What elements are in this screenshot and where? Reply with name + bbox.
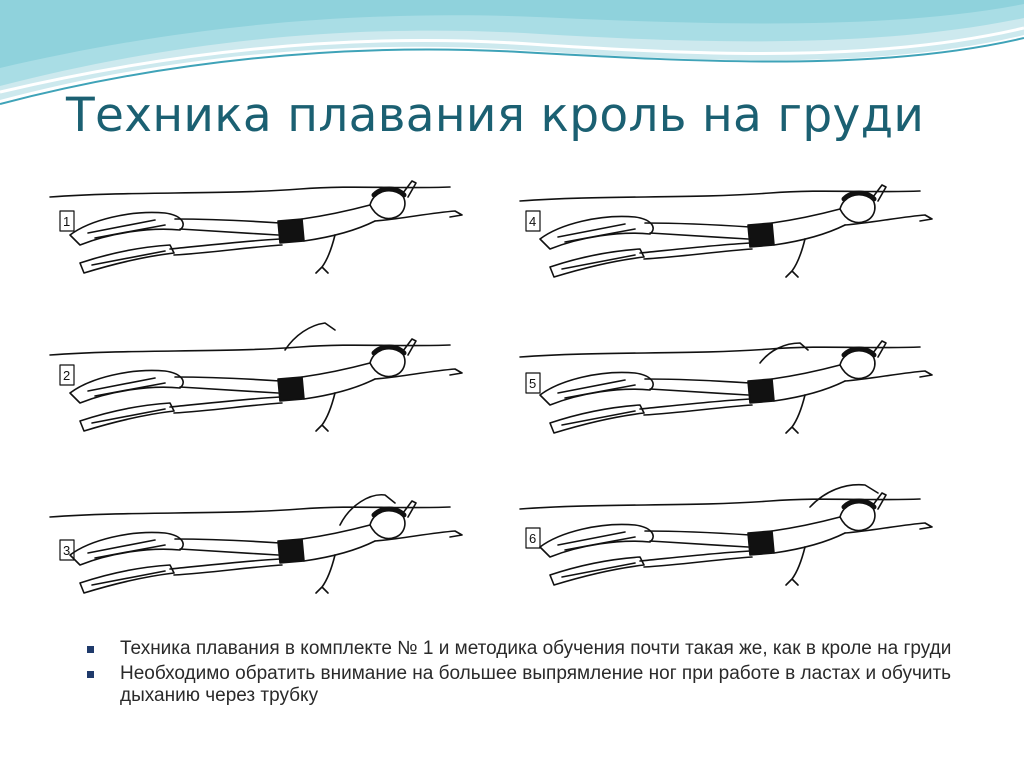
- bullet-text: Техника плавания в комплекте № 1 и методика обучения почти такая же, как в кроле на груди: [120, 638, 952, 659]
- phase-label-4: 4: [529, 214, 537, 229]
- phase-label-2: 2: [63, 368, 71, 383]
- swimmer-phase-6: [520, 485, 932, 585]
- bullet-marker-icon: [87, 671, 94, 678]
- bullet-item: [82, 638, 982, 660]
- bullet-text: Необходимо обратить внимание на большее выпрямление ног при работе в ластах и обучить дыханию через трубку: [120, 663, 952, 706]
- bullet-marker-icon: [87, 646, 94, 653]
- swimmer-phase-2: [50, 323, 462, 431]
- phase-label-6: 6: [529, 531, 537, 546]
- swimming-technique-figure: [40, 165, 984, 617]
- swimmer-phase-1: [50, 181, 462, 273]
- bullet-list: [82, 638, 982, 710]
- phase-label-3: 3: [63, 543, 71, 558]
- swimmer-phase-4: [520, 185, 932, 277]
- slide-title: Техника плавания кроль на груди: [66, 88, 925, 143]
- swimmer-phase-5: [520, 341, 932, 433]
- swimmer-phase-3: [50, 495, 462, 593]
- phase-label-1: 1: [63, 214, 71, 229]
- bullet-item: [82, 663, 982, 707]
- phase-label-5: 5: [529, 376, 537, 391]
